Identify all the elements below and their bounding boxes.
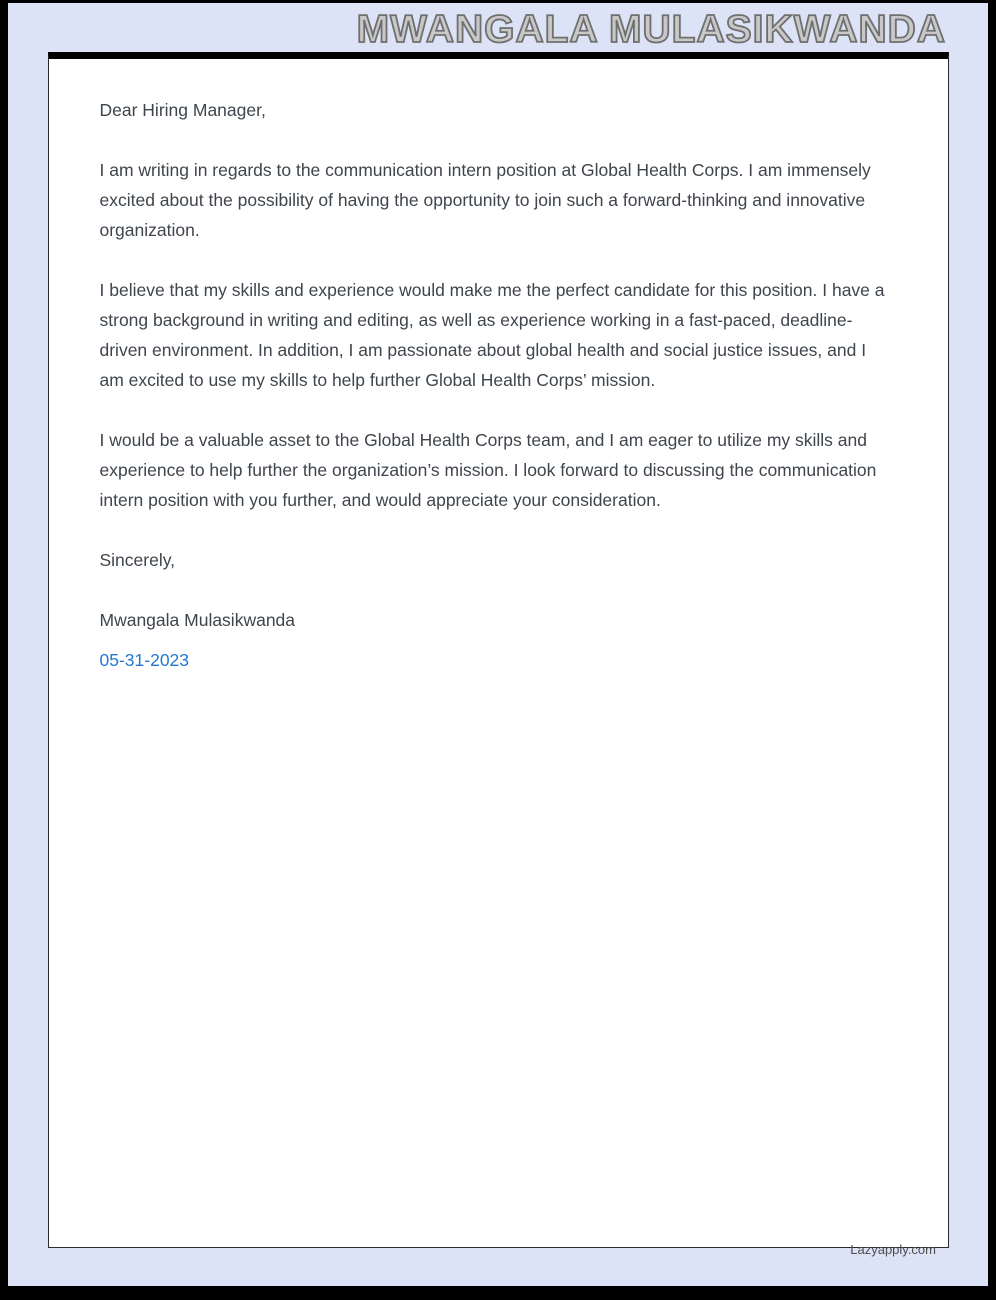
- letter-date: 05-31-2023: [99, 650, 190, 670]
- salutation: Dear Hiring Manager,: [99, 100, 266, 120]
- paragraph-qualifications: I believe that my skills and experience would make me the perfect candidate for this position. I have a strong background in writing and editing, as well as experience working in a fast-paced, deadline-driven environment. In addition, I am passionate about global health and social justice issues, and I am excited to use my skills to help further Global Health Corps’ mission.: [99, 280, 885, 390]
- lazyapply-branding-link[interactable]: Lazyapply.com: [850, 1242, 936, 1257]
- paragraph-closing-pitch: I would be a valuable asset to the Global Health Corps team, and I am eager to utilize my skills and experience to help further the organization’s mission. I look forward to discussing the communication intern position with you further, and would appreciate your consideration.: [99, 430, 877, 510]
- letter-page: [48, 52, 949, 1248]
- paragraph-intro: I am writing in regards to the communication intern position at Global Health Corps. I am immensely excited about the possibility of having the opportunity to join such a forward-thinking and innovative organization.: [99, 160, 871, 240]
- letter-header: [8, 3, 988, 52]
- closing-salutation: Sincerely,: [99, 550, 176, 570]
- letter-body: [49, 59, 948, 675]
- signature-name: Mwangala Mulasikwanda: [99, 610, 296, 630]
- applicant-name-header: MWANGALA MULASIKWANDA: [356, 8, 946, 51]
